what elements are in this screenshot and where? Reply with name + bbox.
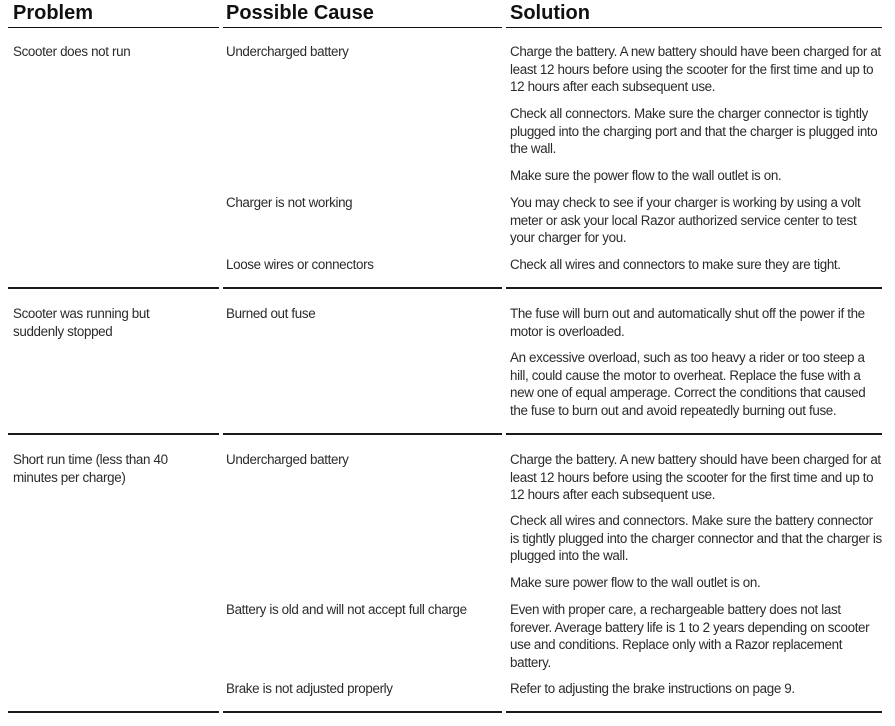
solution-cell: Make sure the power flow to the wall outlet is on. (510, 168, 782, 183)
solution-cell: Charge the battery. A new battery should have been charged for at least 12 hours before using the scooter for the first time and up to 12 hours after each subsequent use. (510, 44, 881, 95)
header-rule-gap (219, 26, 223, 29)
cause-cell: Brake is not adjusted properly (226, 681, 393, 696)
problem-cell: Scooter does not run (13, 44, 131, 59)
cause-cell: Burned out fuse (226, 306, 316, 321)
row-divider-gap (502, 710, 506, 714)
problem-cell: Short run time (less than 40 minutes per charge) (13, 452, 168, 485)
solution-cell: Charge the battery. A new battery should have been charged for at least 12 hours before using the scooter for the first time and up to 12 hours after each subsequent use. (510, 452, 881, 503)
solution-cell: You may check to see if your charger is working by using a volt meter or ask your local Razor authorized service center to test your charger for you. (510, 195, 861, 246)
solution-cell: Refer to adjusting the brake instructions on page 9. (510, 681, 795, 696)
cause-cell: Battery is old and will not accept full charge (226, 602, 467, 617)
solution-cell: Even with proper care, a rechargeable battery does not last forever. Average battery life is 1 to 2 years depending on scooter use and conditions. Replace only with a Razor replacement battery. (510, 602, 870, 670)
solution-cell: The fuse will burn out and automatically shut off the power if the motor is overloaded. (510, 306, 865, 339)
solution-cell: An excessive overload, such as too heavy a rider or too steep a hill, could cause the motor to overheat. Replace the fuse with a new one of equal amperage. Correct the conditions that caused the fuse to burn out and avoid repeatedly burning out fuse. (510, 350, 866, 418)
header-rule-gap (502, 26, 506, 29)
row-divider (8, 433, 882, 435)
row-divider-gap (219, 432, 223, 436)
row-divider-gap (502, 432, 506, 436)
row-divider (8, 711, 882, 713)
cause-cell: Undercharged battery (226, 452, 349, 467)
header-rule (8, 27, 882, 28)
solution-cell: Check all connectors. Make sure the charger connector is tightly plugged into the charging port and that the charger is plugged into the wall. (510, 106, 878, 157)
solution-cell: Check all wires and connectors. Make sure the battery connector is tightly plugged into the charger connector and that the charger is plugged into the wall. (510, 513, 882, 564)
cause-cell: Undercharged battery (226, 44, 349, 59)
header-problem: Problem (13, 2, 94, 24)
row-divider (8, 287, 882, 289)
header-possible-cause: Possible Cause (226, 2, 374, 24)
header-solution: Solution (510, 2, 590, 24)
solution-cell: Make sure power flow to the wall outlet is on. (510, 575, 761, 590)
problem-cell: Scooter was running but suddenly stopped (13, 306, 150, 339)
row-divider-gap (219, 286, 223, 290)
row-divider-gap (502, 286, 506, 290)
cause-cell: Loose wires or connectors (226, 257, 374, 272)
cause-cell: Charger is not working (226, 195, 353, 210)
row-divider-gap (219, 710, 223, 714)
solution-cell: Check all wires and connectors to make sure they are tight. (510, 257, 841, 272)
